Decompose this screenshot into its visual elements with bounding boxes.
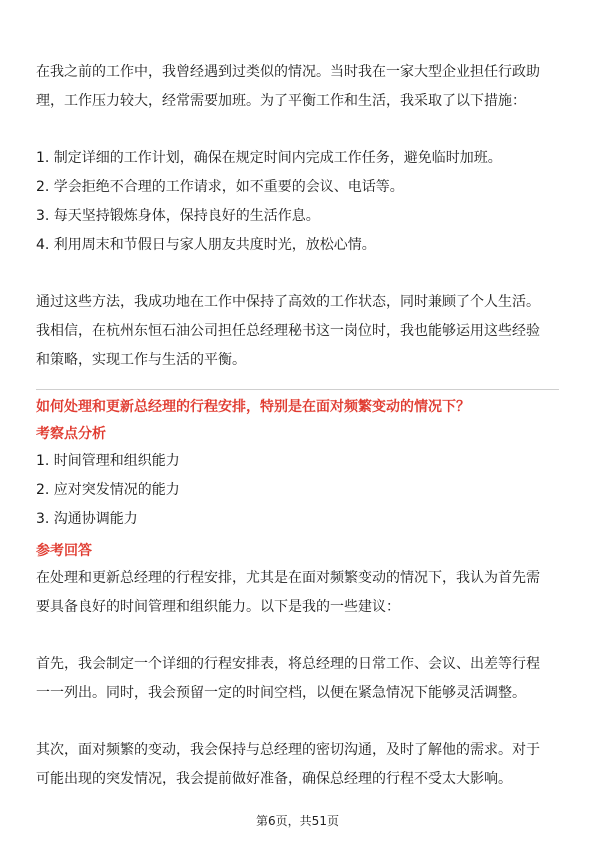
section-divider <box>36 389 559 390</box>
intro-paragraph-line: 理，工作压力较大，经常需要加班。为了平衡工作和生活，我采取了以下措施： <box>36 93 526 109</box>
intro-paragraph-line: 在我之前的工作中，我曾经遇到过类似的情况。当时我在一家大型企业担任行政助 <box>36 64 540 80</box>
answer-paragraph-line: 首先，我会制定一个详细的行程安排表，将总经理的日常工作、会议、出差等行程 <box>36 656 540 672</box>
list-item: 2. 应对突发情况的能力 <box>36 482 180 498</box>
answer-paragraph-line: 可能出现的突发情况，我会提前做好准备，确保总经理的行程不受太大影响。 <box>36 771 512 787</box>
conclusion-paragraph-line: 和策略，实现工作与生活的平衡。 <box>36 352 246 368</box>
question-title: 如何处理和更新总经理的行程安排，特别是在面对频繁变动的情况下？ <box>36 399 470 415</box>
answer-paragraph-line: 要具备良好的时间管理和组织能力。以下是我的一些建议： <box>36 599 400 615</box>
page-number: 第6页，共51页 <box>256 814 339 828</box>
answer-heading: 参考回答 <box>36 543 92 559</box>
analysis-points-list <box>36 447 559 534</box>
list-item: 1. 制定详细的工作计划，确保在规定时间内完成工作任务，避免临时加班。 <box>36 150 502 166</box>
conclusion-paragraph-line: 通过这些方法，我成功地在工作中保持了高效的工作状态，同时兼顾了个人生活。 <box>36 294 540 310</box>
intro-section <box>36 58 559 375</box>
list-item: 1. 时间管理和组织能力 <box>36 453 180 469</box>
list-item: 4. 利用周末和节假日与家人朋友共度时光，放松心情。 <box>36 237 376 253</box>
answer-paragraph-line: 一一列出。同时，我会预留一定的时间空档，以便在紧急情况下能够灵活调整。 <box>36 685 526 701</box>
analysis-heading: 考察点分析 <box>36 426 106 442</box>
question-section <box>36 393 559 794</box>
answer-paragraph-line: 在处理和更新总经理的行程安排，尤其是在面对频繁变动的情况下，我认为首先需 <box>36 570 540 586</box>
measures-list <box>36 144 559 260</box>
conclusion-paragraph-line: 我相信，在杭州东恒石油公司担任总经理秘书这一岗位时，我也能够运用这些经验 <box>36 323 540 339</box>
list-item: 3. 沟通协调能力 <box>36 511 138 527</box>
list-item: 3. 每天坚持锻炼身体，保持良好的生活作息。 <box>36 208 320 224</box>
answer-paragraph-line: 其次，面对频繁的变动，我会保持与总经理的密切沟通，及时了解他的需求。对于 <box>36 742 540 758</box>
list-item: 2. 学会拒绝不合理的工作请求，如不重要的会议、电话等。 <box>36 179 404 195</box>
